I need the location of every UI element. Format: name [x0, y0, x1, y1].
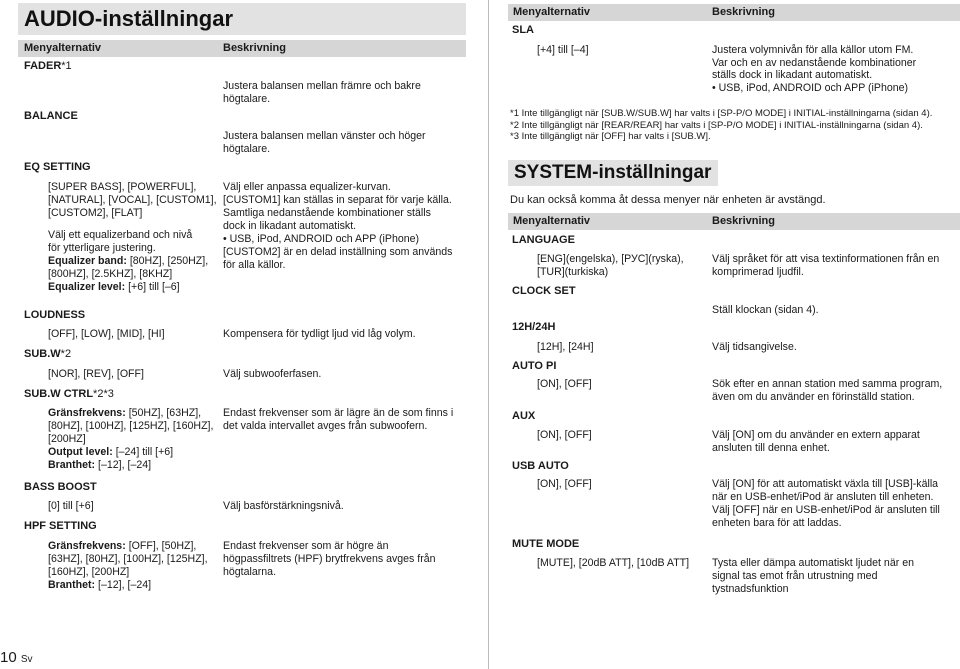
usbauto-options: [ON], [OFF]: [537, 478, 592, 490]
aux-label: AUX: [512, 410, 536, 422]
desc-line: Justera volymnivån för alla källor utom FM.: [712, 44, 914, 56]
hpf-description: [223, 540, 436, 579]
desc-line: Sök efter en annan station med samma program,: [712, 378, 943, 390]
header-menu-item: Menyalternativ: [513, 215, 591, 227]
option-line: [SUPER BASS], [POWERFUL],: [48, 181, 197, 193]
hpf-branthet-label: Branthet:: [48, 579, 96, 591]
fader-description: [223, 80, 421, 106]
eq-level-label: Equalizer level:: [48, 281, 126, 293]
subw-item: [24, 348, 71, 361]
sla-label: SLA: [512, 24, 534, 36]
subwctrl-output-label: Output level:: [48, 446, 113, 458]
desc-line: Samtliga nedanstående kombinationer ställs: [223, 207, 431, 219]
footnote: *3 Inte tillgängligt när [OFF] har valts i [SUB.W].: [510, 131, 711, 142]
desc-line: när en USB-enhet/iPod är ansluten till enheten.: [712, 491, 934, 503]
desc-line: Välj [ON] om du använder en extern apparat: [712, 429, 920, 441]
balance-description: [223, 130, 426, 156]
subw-note: *2: [60, 348, 72, 360]
bassboost-description: Välj basförstärkningsnivå.: [223, 500, 344, 512]
fader-item: [24, 60, 72, 73]
desc-line: Välj [OFF] när en USB-enhet/iPod är ansluten till: [712, 504, 940, 516]
option-line: [CUSTOM2], [FLAT]: [48, 207, 143, 219]
option-line: [800HZ], [2.5KHZ], [8KHZ]: [48, 268, 173, 280]
desc-line: [CUSTOM2] är en delad inställning som används: [223, 246, 453, 258]
fader-note: *1: [61, 60, 72, 72]
h1224-description: Välj tidsangivelse.: [712, 341, 797, 353]
option-line: [63HZ], [80HZ], [100HZ], [125HZ],: [48, 553, 208, 565]
option-line: [–12], [–24]: [98, 459, 152, 471]
option-line: [200HZ]: [48, 433, 86, 445]
subwctrl-description: [223, 407, 453, 433]
h1224-options: [12H], [24H]: [537, 341, 594, 353]
desc-line: Justera balansen mellan främre och bakre: [223, 80, 421, 92]
desc-line: högtalare.: [223, 143, 271, 155]
header-description: Beskrivning: [712, 6, 775, 18]
option-line: [–12], [–24]: [98, 579, 152, 591]
eq-options: [48, 181, 217, 294]
desc-line: komprimerad ljudfil.: [712, 266, 804, 278]
option-line: [ENG](engelska), [РУС](ryska),: [537, 253, 684, 265]
desc-line: det valda intervallet avges från subwoofern.: [223, 420, 428, 432]
desc-line: ansluten till denna enhet.: [712, 442, 830, 454]
option-line: [OFF], [50HZ],: [128, 540, 197, 552]
table-header-system: [508, 213, 960, 230]
bassboost-options: [0] till [+6]: [48, 500, 94, 512]
subwctrl-branthet-label: Branthet:: [48, 459, 96, 471]
language-label: LANGUAGE: [512, 234, 575, 246]
option-line: [NATURAL], [VOCAL], [CUSTOM1],: [48, 194, 217, 206]
desc-line: Justera balansen mellan vänster och höger: [223, 130, 426, 142]
balance-label: BALANCE: [24, 110, 78, 122]
desc-line: • USB, iPod, ANDROID och APP (iPhone): [223, 233, 420, 245]
autopi-options: [ON], [OFF]: [537, 378, 592, 390]
header-menu-item: Menyalternativ: [513, 6, 591, 18]
desc-line: högtalarna.: [223, 566, 277, 578]
desc-line: tystnadsfunktion: [712, 583, 789, 595]
sla-options: [+4] till [–4]: [537, 44, 589, 56]
table-header-right: [508, 4, 960, 21]
header-description: Beskrivning: [712, 215, 775, 227]
language-options: [537, 253, 684, 279]
system-title: SYSTEM-inställningar: [514, 162, 712, 183]
desc-line: för alla källor.: [223, 259, 286, 271]
desc-line: enheten bara för att laddas.: [712, 517, 842, 529]
usbauto-description: [712, 478, 940, 530]
option-line: [160HZ], [200HZ]: [48, 566, 130, 578]
hpf-label: HPF SETTING: [24, 520, 97, 532]
language-description: [712, 253, 939, 279]
eq-band-label: Equalizer band:: [48, 255, 127, 267]
subwctrl-item: [24, 388, 114, 401]
option-line: [80HZ], [100HZ], [125HZ], [160HZ],: [48, 420, 214, 432]
desc-line: Välj eller anpassa equalizer-kurvan.: [223, 181, 391, 193]
desc-line: dock in likadant automatiskt.: [223, 220, 357, 232]
table-header: [18, 40, 466, 57]
eq-setting-label: EQ SETTING: [24, 161, 91, 173]
desc-line: Välj språket för att visa textinformationen från en: [712, 253, 940, 265]
desc-line: Var och en av nedanstående kombinationer: [712, 56, 917, 69]
desc-line: [CUSTOM1] kan ställas in separat för varje källa.: [223, 194, 452, 206]
h1224-label: 12H/24H: [512, 321, 556, 333]
subwctrl-freq-label: Gränsfrekvens:: [48, 407, 126, 419]
subw-description: Välj subwooferfasen.: [223, 368, 322, 380]
aux-options: [ON], [OFF]: [537, 429, 592, 441]
hpf-options: [48, 540, 208, 592]
header-menu-item: Menyalternativ: [24, 42, 102, 54]
footnotes: [510, 108, 932, 143]
system-intro: Du kan också komma åt dessa menyer när enheten är avstängd.: [510, 194, 826, 206]
footnote: *1 Inte tillgängligt när [SUB.W/SUB.W] har valts i [SP-P/O MODE] i INITIAL-inställningarna (sidan 4).: [510, 108, 933, 119]
desc-line: Endast frekvenser som är högre än: [223, 540, 389, 552]
desc-line: • USB, iPod, ANDROID och APP (iPhone): [712, 81, 909, 94]
subwctrl-label: SUB.W CTRL: [24, 388, 94, 400]
option-line: Välj ett equalizerband och nivå: [48, 229, 193, 241]
mutemode-description: [712, 557, 914, 596]
eq-description: [223, 181, 452, 272]
subw-options: [NOR], [REV], [OFF]: [48, 368, 144, 380]
column-divider: [488, 0, 489, 669]
sla-description: [712, 44, 916, 94]
eq-level-values: [+6] till [–6]: [128, 281, 180, 293]
clockset-label: CLOCK SET: [512, 285, 576, 297]
desc-line: Välj [ON] för att automatiskt växla till [USB]-källa: [712, 478, 939, 490]
desc-line: högpassfiltrets (HPF) brytfrekvens avges från: [223, 553, 436, 565]
subw-label: SUB.W: [24, 348, 61, 360]
clockset-description: Ställ klockan (sidan 4).: [712, 304, 819, 316]
page-number-value: 10: [0, 649, 17, 666]
hpf-freq-label: Gränsfrekvens:: [48, 540, 126, 552]
loudness-label: LOUDNESS: [24, 309, 86, 321]
page-title: AUDIO-inställningar: [24, 6, 234, 31]
option-line: [TUR](turkiska): [537, 266, 609, 278]
bassboost-label: BASS BOOST: [24, 481, 97, 493]
footnote: *2 Inte tillgängligt när [REAR/REAR] har valts i [SP-P/O MODE] i INITIAL-inställningarna (sidan 4).: [510, 119, 923, 131]
desc-line: signal tas emot från utrustning med: [712, 570, 878, 582]
desc-line: högtalare.: [223, 93, 271, 105]
autopi-description: [712, 378, 942, 404]
desc-line: även om du använder en förinställd station.: [712, 391, 915, 403]
mutemode-label: MUTE MODE: [512, 538, 580, 550]
page-title-bar: [18, 3, 466, 35]
desc-line: Endast frekvenser som är lägre än de som finns i: [223, 407, 454, 419]
usbauto-label: USB AUTO: [512, 460, 569, 472]
subwctrl-note: *2*3: [93, 388, 114, 400]
autopi-label: AUTO PI: [512, 360, 557, 372]
option-line: [–24] till [+6]: [115, 446, 174, 458]
header-description: Beskrivning: [223, 42, 286, 54]
fader-label: FADER: [24, 60, 62, 72]
mutemode-options: [MUTE], [20dB ATT], [10dB ATT]: [537, 557, 690, 569]
page-language: Sv: [20, 654, 33, 665]
option-line: [50HZ], [63HZ],: [128, 407, 202, 419]
page-number: [0, 651, 33, 666]
desc-line: ställs dock in likadant automatiskt.: [712, 69, 873, 81]
option-line: för ytterligare justering.: [48, 242, 156, 254]
desc-line: Tysta eller dämpa automatiskt ljudet när en: [712, 557, 914, 569]
subwctrl-options: [48, 407, 213, 472]
aux-description: [712, 429, 920, 455]
loudness-options: [OFF], [LOW], [MID], [HI]: [48, 328, 165, 340]
system-title-bar: [508, 160, 718, 186]
eq-band-values: [80HZ], [250HZ],: [129, 255, 209, 267]
loudness-description: Kompensera för tydligt ljud vid låg volym.: [223, 328, 416, 340]
